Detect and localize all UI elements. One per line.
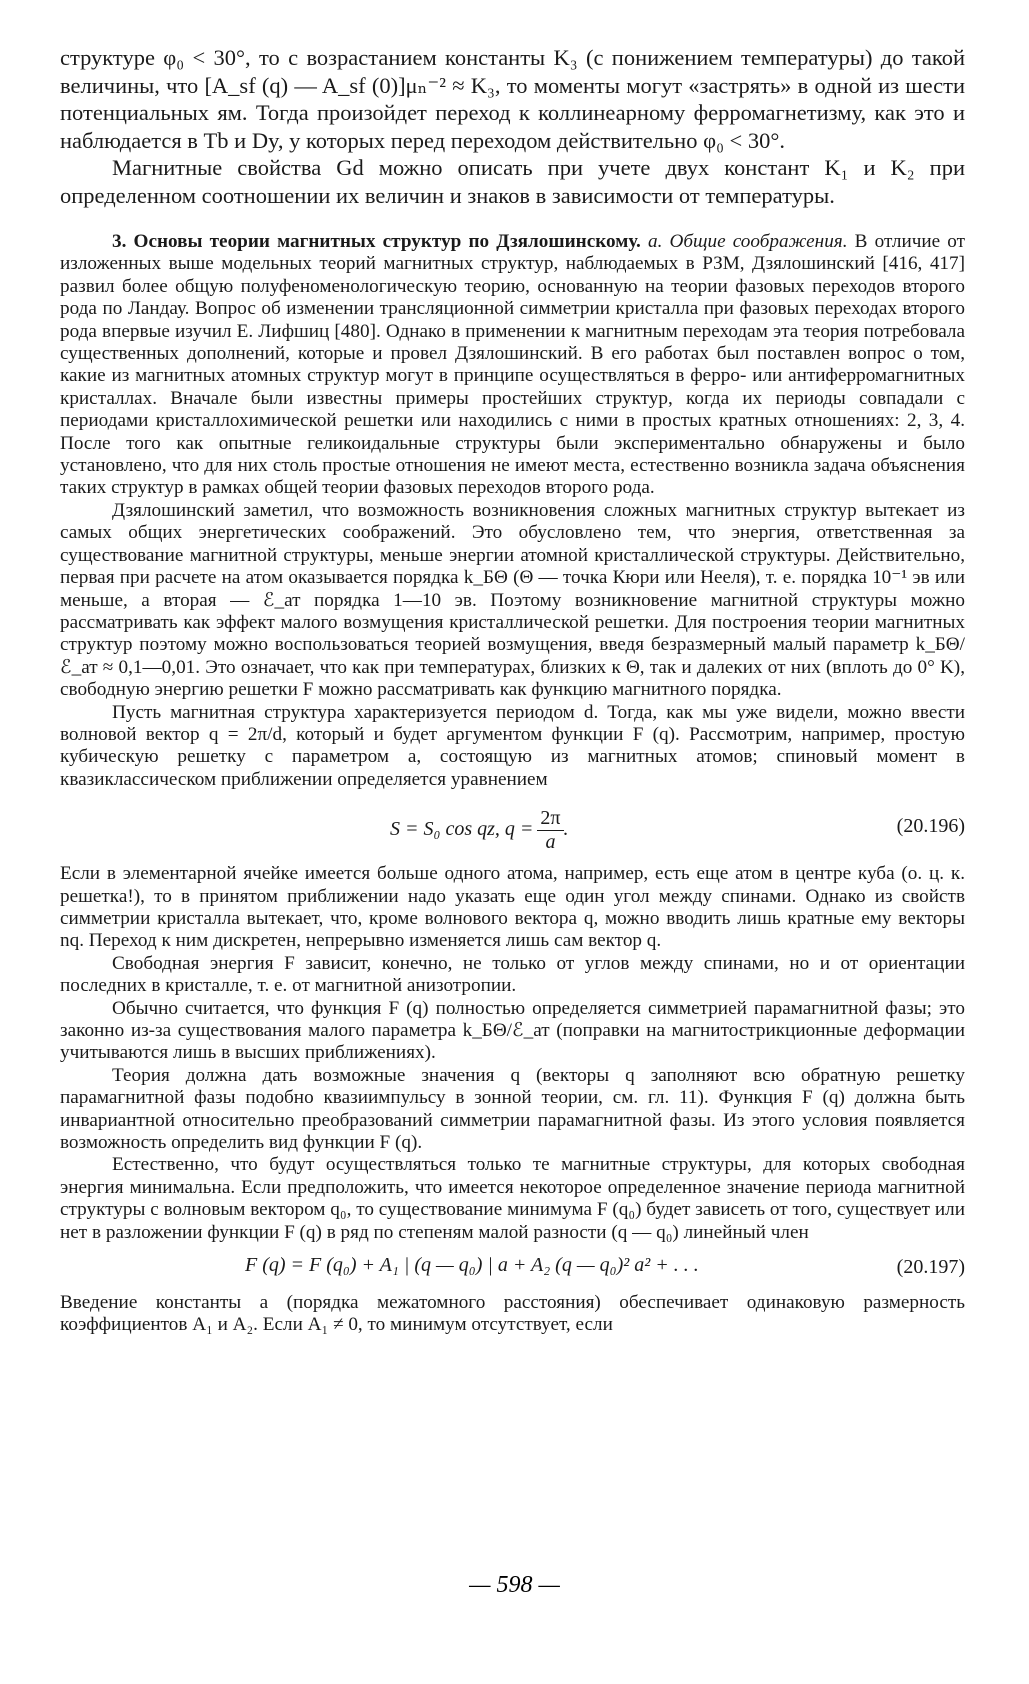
equation-body bbox=[390, 807, 569, 854]
body-paragraph-2: Пусть магнитная структура характеризуется периодом d. Тогда, как мы уже видели, можно ввести волновой вектор q = 2π/d, который и будет аргументом функции F (q). Рассмотрим, например, простую кубическую решетку с параметром a, состоящую из магнитных атомов; спиновый момент в квазиклассическом приближении определяется уравнением bbox=[60, 701, 965, 790]
equation-tail: . bbox=[563, 818, 569, 841]
equation-number: (20.196) bbox=[896, 815, 965, 838]
body-paragraph-8: Введение константы a (порядка межатомного расстояния) обеспечивает одинаковую размерность коэффициентов A₁ и A₂. Если A₁ ≠ 0, то минимум отсутствует, если bbox=[60, 1292, 965, 1336]
equation-fraction bbox=[537, 807, 563, 854]
equation-number-197: (20.197) bbox=[896, 1256, 965, 1279]
fraction-denominator: a bbox=[545, 831, 556, 854]
page-content bbox=[60, 44, 965, 1337]
body-paragraph-7: Естественно, что будут осуществляться только те магнитные структуры, для которых свободная энергия минимальна. Если предположить, что имеется некоторое определенное значение периода магнитной структуры с волновым вектором q₀, то существование минимума F (q₀) будет зависеть от того, существует или нет в разложении функции F (q) в ряд по степеням малой разности (q — q₀) линейный член bbox=[60, 1154, 965, 1243]
section-subheading: а. Общие соображения. bbox=[647, 231, 848, 252]
equation-20-196 bbox=[60, 797, 965, 855]
equation-body-197: F (q) = F (q₀) + A₁ | (q — q₀) | a + A₂ (q — q₀)² a² + . . . bbox=[245, 1254, 699, 1277]
section-heading: 3. Основы теории магнитных структур по Дзялошинскому. bbox=[112, 231, 641, 252]
section-first-para: В отличие от изложенных выше модельных теорий магнитных структур, наблюдаемых в РЗМ, Дзялошинский [416, 417] развил более общую полуфеноменологическую теорию, основанную на теории фазовых переходов второго рода по Ландау. Вопрос об изменении трансляционной симметрии кристалла при фазовых переходах второго рода впервые изучил Е. Лифшиц [480]. Однако в применении к магнитным переходам эта теория потребовала существенных дополнений, которые и провел Дзялошинский. В его работах был поставлен вопрос о том, какие из магнитных атомных структур могут в принципе осуществляться в ферро- или антиферромагнитных кристаллах. Вначале были известны примеры простейших структур, когда их периоды совпадали с периодами кристаллохимической решетки или находились с ними в простых кратных отношениях: 2, 3, 4. После того как опытные геликоидальные структуры были экспериментально обнаружены и было установлено, что для них столь простые отношения не имеют места, естественно возникла задача объяснения таких структур в рамках общей теории фазовых переходов второго рода. bbox=[60, 231, 966, 499]
equation-20-197 bbox=[60, 1250, 965, 1284]
body-paragraph-5: Обычно считается, что функция F (q) полностью определяется симметрией парамагнитной фазы; это законно из-за существования малого параметра k_БΘ/ℰ_ат (поправки на магнитострикционные деформации учитываются лишь в высших приближениях). bbox=[60, 997, 965, 1064]
body-paragraph-4: Свободная энергия F зависит, конечно, не только от углов между спинами, но и от ориентации последних в кристалле, т. е. от магнитной анизотропии. bbox=[60, 952, 965, 997]
paragraph-1: структуре φ₀ < 30°, то с возрастанием константы K₃ (с понижением температуры) до такой величины, что [A_sf (q) — A_sf (0)]μₙ⁻² ≈ K₃, то моменты могут «застрять» в одной из шести потенциальных ям. Тогда произойдет переход к коллинеарному ферромагнетизму, как это и наблюдается в Tb и Dy, у которых перед переходом действительно φ₀ < 30°. bbox=[60, 45, 965, 153]
body-paragraph-6: Теория должна дать возможные значения q (векторы q заполняют всю обратную решетку парамагнитной фазы подобно квазиимпульсу в зонной теории, см. гл. 11). Функция F (q) должна быть инвариантной относительно преобразований симметрии парамагнитной фазы. Из этого условия появляется возможность определить вид функции F (q). bbox=[60, 1064, 965, 1154]
section-paragraph bbox=[60, 231, 965, 500]
fraction-numerator: 2π bbox=[537, 807, 563, 831]
body-paragraph-1: Дзялошинский заметил, что возможность возникновения сложных магнитных структур вытекает из самых общих энергетических соображений. Это обусловлено тем, что энергия, ответственная за существование магнитной структуры, меньше энергии атомной кристаллической структуры. Действительно, первая при расчете на атом оказывается порядка k_БΘ (Θ — точка Кюри или Нееля), т. е. порядка 10⁻¹ эв или меньше, а вторая — ℰ_ат порядка 1—10 эв. Поэтому возникновение магнитной структуры можно рассматривать как эффект малого возмущения кристаллической решетки. Для построения теории магнитных структур поэтому можно воспользоваться теорией возмущения, введя безразмерный малый параметр k_БΘ/ℰ_ат ≈ 0,1—0,01. Это означает, что как при температурах, близких к Θ, так и далеких от них (вплоть до 0° K), свободную энергию решетки F можно рассматривать как функцию магнитного порядка. bbox=[60, 499, 965, 701]
body-paragraph-3: Если в элементарной ячейке имеется больше одного атома, например, есть еще атом в центре куба (о. ц. к. решетка!), то в принятом приближении надо указать еще один угол между спинами. Однако из свойств симметрии кристалла вытекает, что, кроме волнового вектора q, можно вводить лишь кратные ему векторы nq. Переход к ним дискретен, непрерывно изменяется лишь сам вектор q. bbox=[60, 863, 965, 952]
equation-lhs: S = S₀ cos qz, q = bbox=[390, 818, 534, 841]
page-number: — 598 — bbox=[469, 1572, 560, 1598]
paragraph-2: Магнитные свойства Gd можно описать при учете двух констант K₁ и K₂ при определенном соотношении их величин и знаков в зависимости от температуры. bbox=[60, 155, 965, 208]
